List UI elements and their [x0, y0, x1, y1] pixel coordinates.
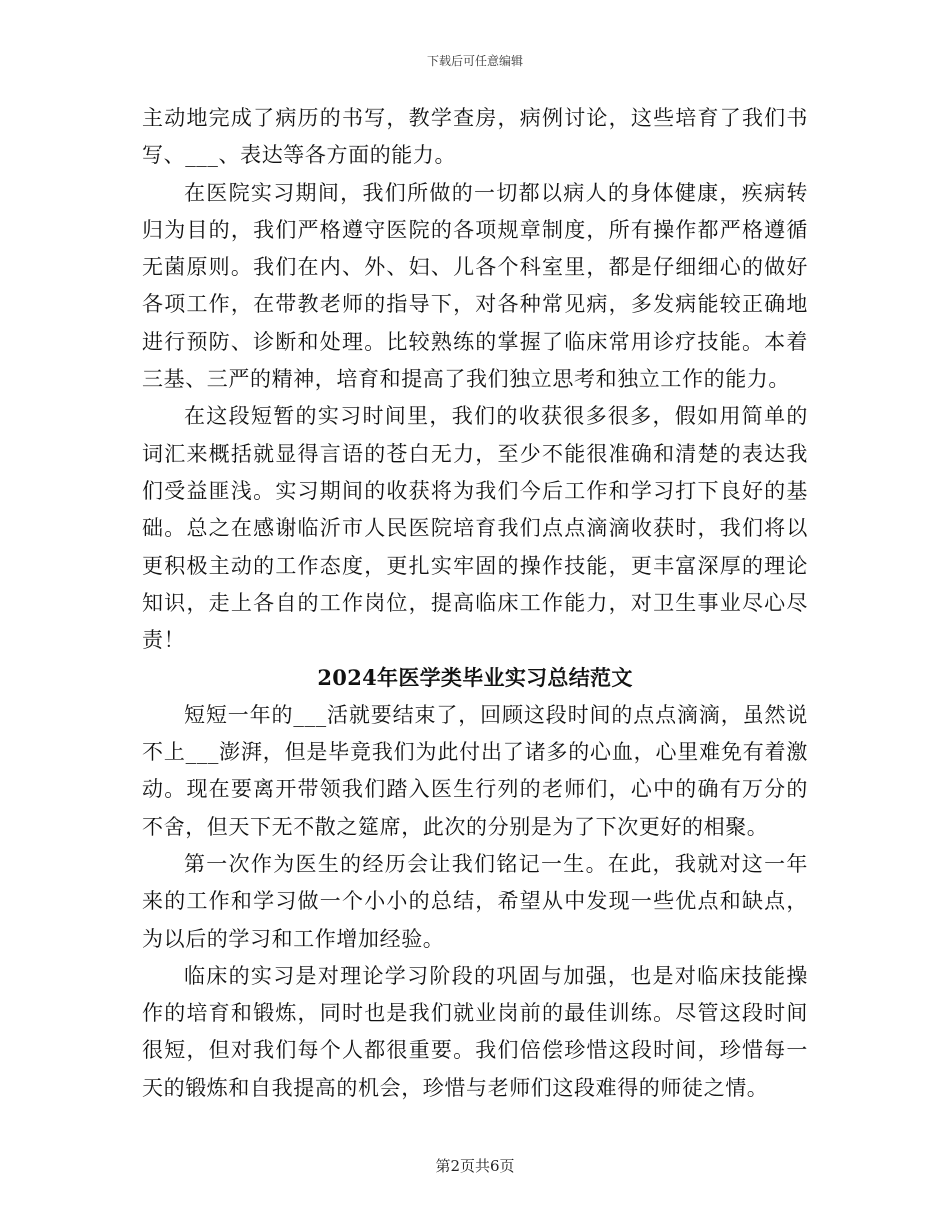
- paragraph-first-time-doctor: 第一次作为医生的经历会让我们铭记一生。在此，我就对这一年来的工作和学习做一个小小的总结，希望从中发现一些优点和缺点，为以后的学习和工作增加经验。: [142, 851, 808, 951]
- header-note: 下载后可任意编辑: [426, 54, 523, 68]
- document-body: [142, 100, 808, 1107]
- paragraph-one-year: 短短一年的___活就要结束了，回顾这段时间的点点滴滴，虽然说不上___澎湃，但是毕竟我们为此付出了诸多的心血，心里难免有着激动。现在要离开带领我们踏入医生行列的老师们，心中的确有万分的不舍，但天下无不散之筵席，此次的分别是为了下次更好的相聚。: [142, 702, 808, 839]
- paragraph-clinical-practice: 临床的实习是对理论学习阶段的巩固与加强，也是对临床技能操作的培育和锻炼，同时也是我们就业岗前的最佳训练。尽管这段时间很短，但对我们每个人都很重要。我们倍偿珍惜这段时间，珍惜每一天的锻炼和自我提高的机会，珍惜与老师们这段难得的师徒之情。: [142, 963, 808, 1100]
- paragraph-continuation: 主动地完成了病历的书写，教学查房，病例讨论，这些培育了我们书写、___、表达等各方面的能力。: [142, 106, 808, 168]
- paragraph-harvest: 在这段短暂的实习时间里，我们的收获很多很多，假如用简单的词汇来概括就显得言语的苍白无力，至少不能很准确和清楚的表达我们受益匪浅。实习期间的收获将为我们今后工作和学习打下良好的基础。总之在感谢临沂市人民医院培育我们点点滴滴收获时，我们将以更积极主动的工作态度，更扎实牢固的操作技能，更丰富深厚的理论知识，走上各自的工作岗位，提高临床工作能力，对卫生事业尽心尽责！: [142, 404, 808, 653]
- page-number: 第2页共6页: [435, 1157, 515, 1175]
- paragraph-hospital-internship: 在医院实习期间，我们所做的一切都以病人的身体健康，疾病转归为目的，我们严格遵守医院的各项规章制度，所有操作都严格遵循无菌原则。我们在内、外、妇、儿各个科室里，都是仔细细心的做好各项工作，在带教老师的指导下，对各种常见病，多发病能较正确地进行预防、诊断和处理。比较熟练的掌握了临床常用诊疗技能。本着三基、三严的精神，培育和提高了我们独立思考和独立工作的能力。: [142, 180, 808, 392]
- section-title: 2024年医学类毕业实习总结范文: [317, 665, 633, 691]
